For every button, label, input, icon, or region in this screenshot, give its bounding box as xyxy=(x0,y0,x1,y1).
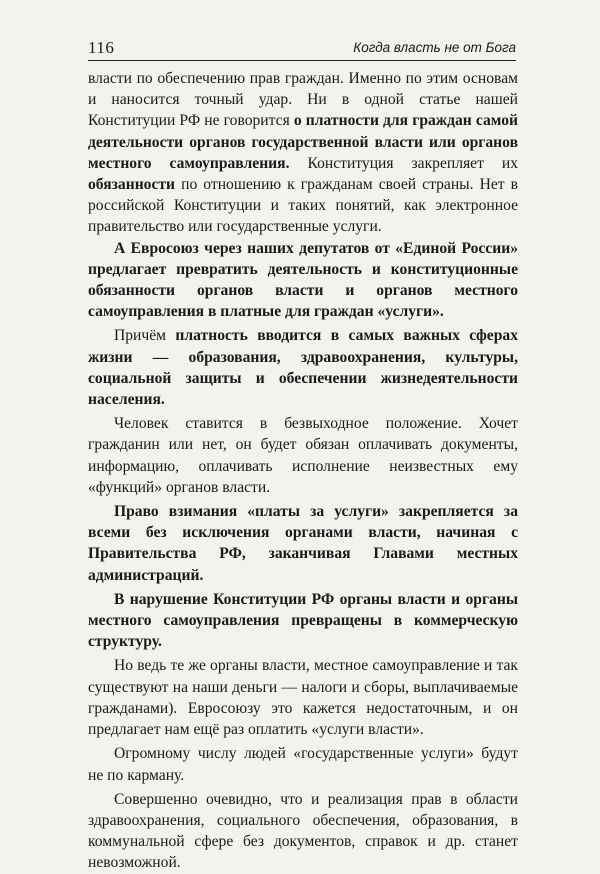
bold-text-run: платность вводится в самых важных сферах жизни — образования, здравоохранения, культуры, социальной защиты и обеспечении жизнедеятельности населения. xyxy=(88,327,518,409)
bold-text-run: обязанности xyxy=(88,176,176,194)
paragraph-2 xyxy=(88,238,518,323)
paragraph-1 xyxy=(88,68,518,238)
paragraph-5 xyxy=(88,501,518,586)
bold-text-run: о платности для граждан самой деятельности органов государственной власти или органов местного самоуправления. xyxy=(88,112,518,172)
bold-text-run: А Евросоюз через наших депутатов от «Единой России» предлагает превратить деятельность и конституционные обязанности органов власти и органов местного самоуправления в платные для граждан «услуги». xyxy=(88,239,518,321)
text-run: Причём xyxy=(114,327,176,345)
page-number: 116 xyxy=(88,38,115,57)
paragraph-6 xyxy=(88,589,518,653)
text-run: власти по обеспечению прав граждан. Именно по этим основам и наносится точный удар. Ни в одной статье нашей Конституции РФ не говорится xyxy=(88,70,518,130)
bold-text-run: В нарушение Конституции РФ органы власти и органы местного самоуправления превращены в коммерческую структуру. xyxy=(88,590,518,651)
paragraph-9 xyxy=(88,789,518,874)
running-header xyxy=(88,38,516,61)
paragraph-4 xyxy=(88,413,518,498)
paragraph-7 xyxy=(88,655,518,740)
text-run: Конституция закрепляет их xyxy=(289,154,518,172)
text-run: Совершенно очевидно, что и реализация прав в области здравоохранения, социального обеспечения, образования, в коммунальной сфере без документов, справок и др. станет невозможной. xyxy=(88,790,518,872)
text-run: Огромному числу людей «государственные услуги» будут не по карману. xyxy=(88,745,518,784)
bold-text-run: Право взимания «платы за услуги» закрепляется за всеми без исключения органами власти, начиная с Правительства РФ, заканчивая Главами местных администраций. xyxy=(88,503,518,584)
page-body xyxy=(88,68,518,874)
text-run: по отношению к гражданам своей страны. Нет в российской Конституции и таких понятий, как электронное правительство или государственные услуги. xyxy=(88,176,518,236)
paragraph-3 xyxy=(88,325,518,410)
text-run: Человек ставится в безвыходное положение. Хочет гражданин или нет, он будет обязан оплачивать документы, информацию, оплачивать исполнение неизвестных ему «функций» органов власти. xyxy=(88,415,518,496)
running-title: Когда власть не от Бога xyxy=(353,40,516,55)
text-run: Но ведь те же органы власти, местное самоуправление и так существуют на наши деньги — налоги и сборы, выплачиваемые гражданами). Евросоюзу это кажется недостаточным, и он предлагает нам ещё раз оплатить «услуги власти». xyxy=(88,657,518,739)
